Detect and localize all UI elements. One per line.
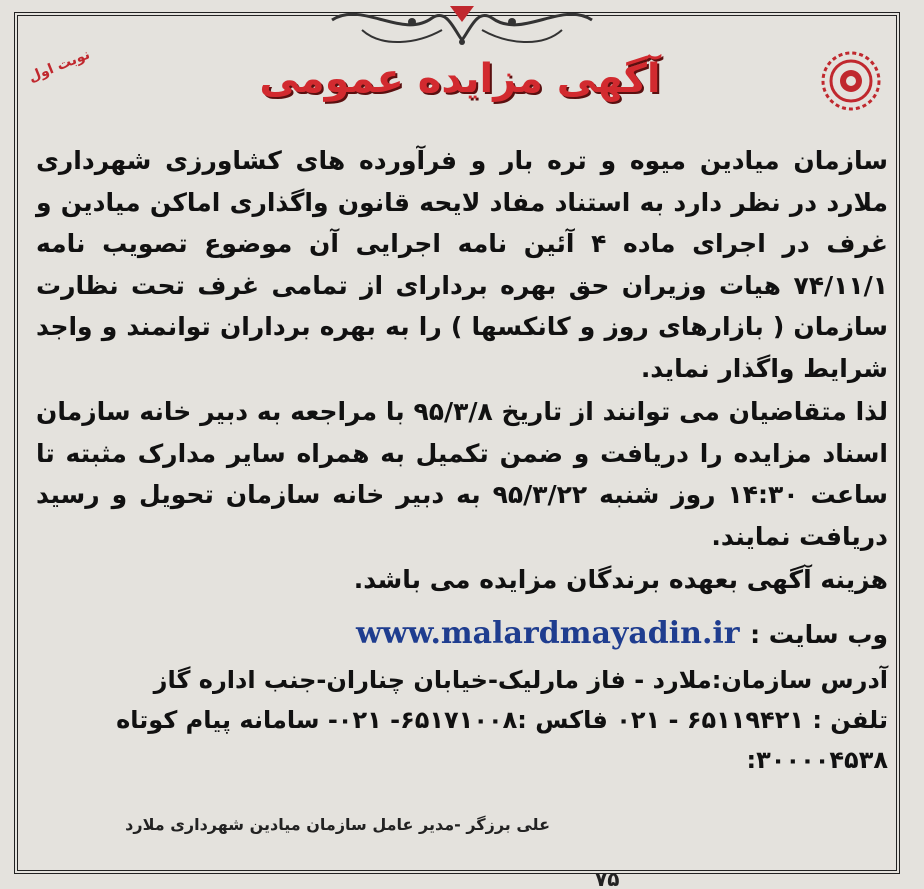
website-row [36, 616, 888, 658]
edge-mark [590, 868, 650, 889]
floral-ornament-icon [322, 0, 602, 52]
sms-number: ۳۰۰۰۰۴۵۳۸: [746, 746, 888, 774]
cost-line: هزینه آگهی بعهده برندگان مزایده می باشد. [353, 565, 888, 594]
website-label: وب سایت : [750, 620, 888, 649]
paragraph-1: سازمان میادین میوه و تره بار و فرآورده های کشاورزی شهرداری ملارد در نظر دارد به استناد مفاد لایحه قانون واگذاری اماکن میادین و غرف در اجرای ماده ۴ آئین نامه اجرایی آن موضوع تصویب نامه ۷۴/۱۱/۱ هیات وزیران حق بهره بردارای از تمامی غرف تحت نظارت سازمان ( بازارهای روز و کانکسها ) را به بهره برداران توانمند و واجد شرایط واگذار نماید. [36, 146, 888, 383]
municipality-logo-icon [818, 50, 884, 112]
edge-text: ۷۵ [595, 868, 620, 889]
contact-block [36, 660, 888, 780]
notice-body [36, 140, 888, 601]
paragraph-2: لذا متقاضیان می توانند از تاریخ ۹۵/۳/۸ با مراجعه به دبیر خانه سازمان اسناد مزایده را دریافت و ضمن تکمیل به همراه سایر مدارک مثبته تا ساعت ۱۴:۳۰ روز شنبه ۹۵/۳/۲۲ به دبیر خانه سازمان تحویل و رسید دریافت نمایند. [36, 397, 889, 551]
signature-line: علی برزگر -مدیر عامل سازمان میادین شهرداری ملارد [125, 815, 550, 834]
phone-line: تلفن : ۶۵۱۱۹۴۲۱ - ۰۲۱ فاکس :۶۵۱۷۱۰۰۸- ۰۲۱- سامانه پیام کوتاه [116, 706, 888, 734]
notice-title: آگهی مزایده عمومی [259, 56, 661, 102]
address-line: آدرس سازمان:ملارد - فاز مارلیک-خیابان چناران-جنب اداره گاز [153, 666, 888, 694]
website-link[interactable]: www.malardmayadin.ir [356, 616, 740, 651]
edition-stamp: نوبت اول [26, 46, 93, 86]
